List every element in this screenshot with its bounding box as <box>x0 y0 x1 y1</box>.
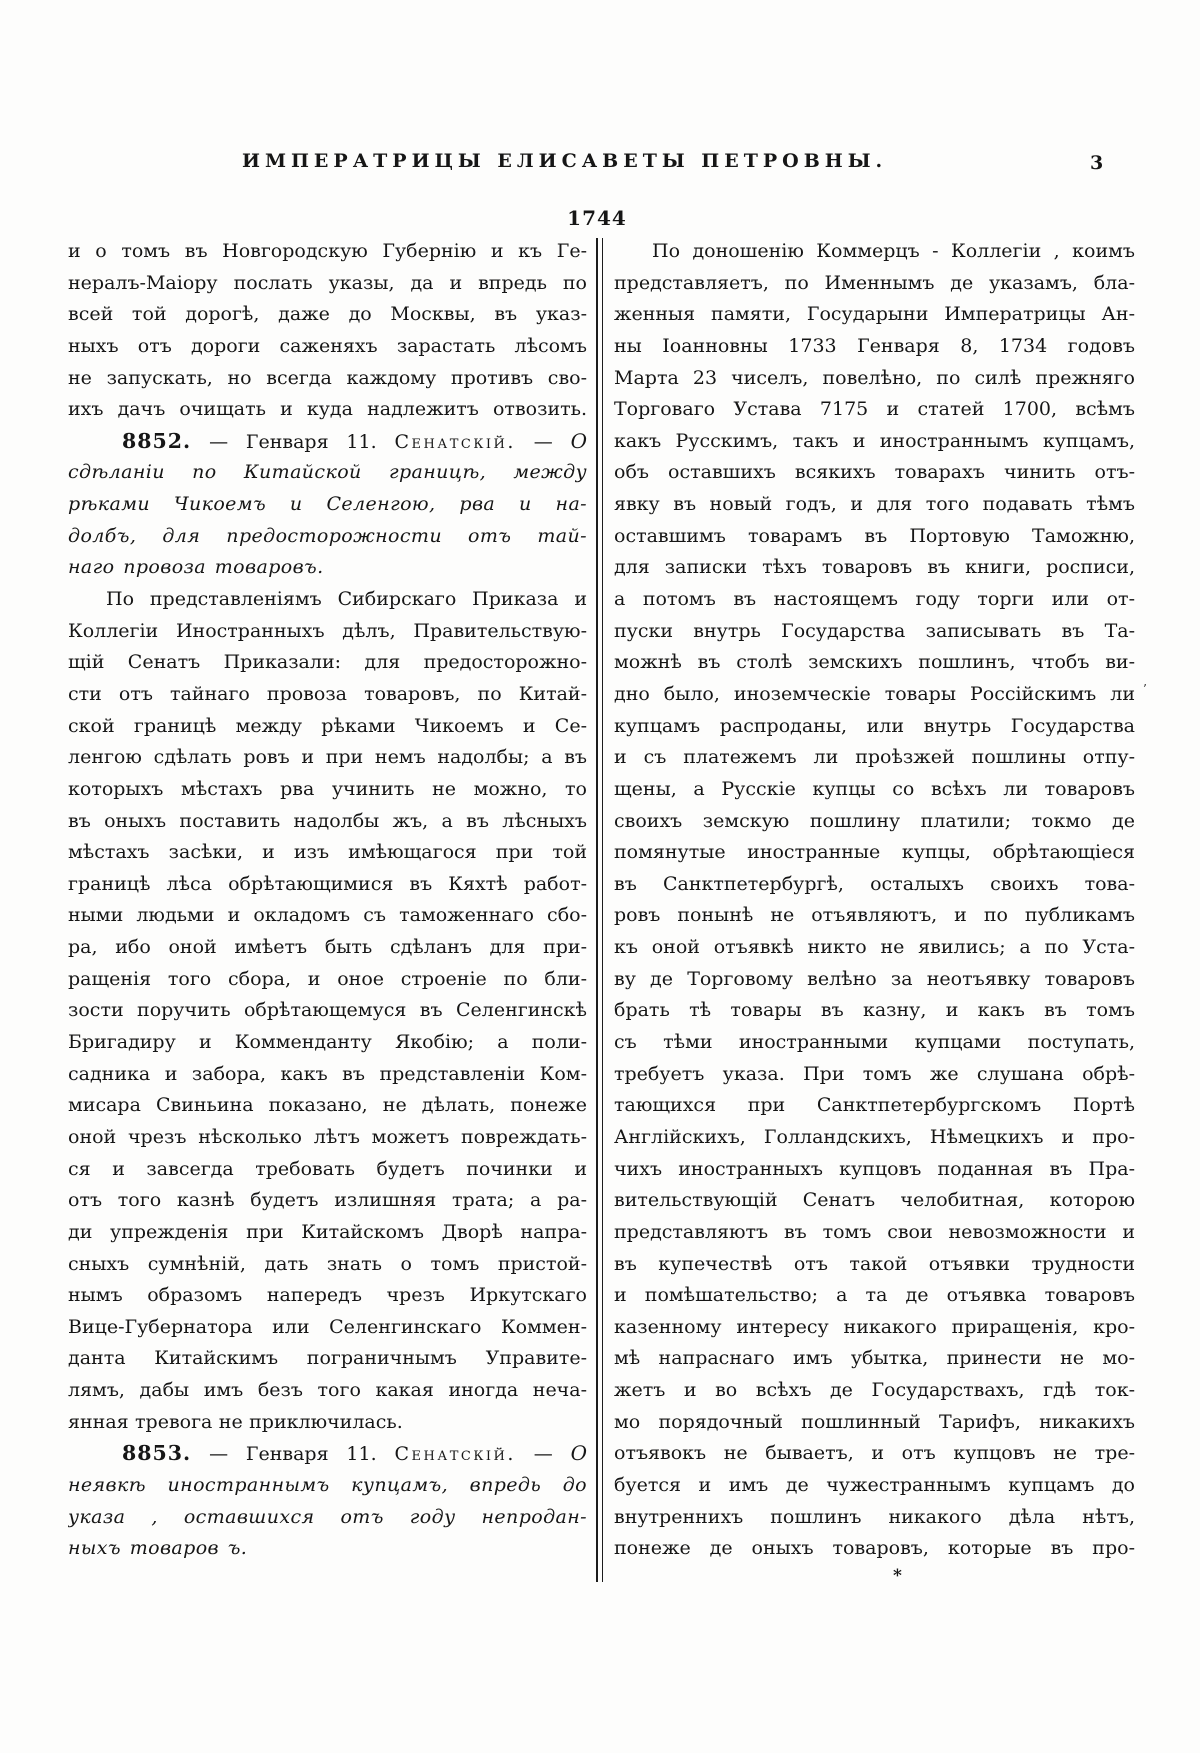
entry-heading-line <box>68 1438 587 1470</box>
text-line: Вице-Губернатора или Селенгинскаго Коммен- <box>68 1315 587 1338</box>
right-column <box>614 236 1135 1565</box>
text-line: своихъ земскую пошлину платили; токмо де <box>614 809 1135 832</box>
text-line: По доношенію Коммерцъ - Коллегіи , коимъ <box>652 240 1135 262</box>
text-line: казенному интересу никакого приращенія, кро- <box>614 1315 1135 1338</box>
text-line: внутреннихъ пошлинъ никакого дѣла нѣтъ, <box>614 1505 1135 1528</box>
text-line: оставшимъ товарамъ въ Портовую Таможню, <box>614 524 1135 547</box>
text-line: ными людьми и окладомъ съ таможеннаго сбо- <box>68 904 587 927</box>
text-line: ровъ понынѣ не отъявляютъ, и по публикамъ <box>614 904 1135 927</box>
entry-label: Сенатскій. <box>394 1443 516 1466</box>
text-line: данта Китайскимъ пограничнымъ Управите- <box>68 1347 587 1370</box>
entry-dash1: — <box>209 430 229 453</box>
text-line: ской границѣ между рѣками Чикоемъ и Се- <box>68 714 587 737</box>
margin-speck: ’ <box>1143 682 1147 696</box>
text-line: понеже де оныхъ товаровъ, которые въ про- <box>614 1537 1135 1560</box>
text-line: нымъ образомъ напередъ чрезъ Иркутскаго <box>68 1284 587 1307</box>
text-line: не запускать, но всегда каждому противъ сво- <box>68 366 587 389</box>
text-line: для записки тѣхъ товаровъ въ книги, росписи, <box>614 556 1135 579</box>
text-line: которыхъ мѣстахъ рва учинить не можно, то <box>68 777 587 800</box>
text-line: Торговаго Устава 7175 и статей 1700, всѣмъ <box>614 398 1135 421</box>
text-line: и о томъ въ Новгородскую Губернію и къ Ге- <box>68 240 587 262</box>
text-line: ныхъ отъ дороги саженяхъ зарастать лѣсомъ <box>68 334 587 357</box>
text-line: въ Санктпетербургѣ, осталыхъ своихъ това- <box>614 872 1135 895</box>
text-line: мѣстахъ засѣки, и изъ имѣющагося при той <box>68 841 587 864</box>
text-line: зости поручить обрѣтающемуся въ Селенгинскѣ <box>68 999 587 1022</box>
entry-tail: О <box>570 428 587 453</box>
text-line: женныя памяти, Государыни Императрицы Ан- <box>614 303 1135 326</box>
text-line: Англійскихъ, Голландскихъ, Нѣмецкихъ и про- <box>614 1125 1135 1148</box>
text-line: сныхъ сумнѣній, дать знать о томъ пристой- <box>68 1252 587 1275</box>
text-line: нералъ-Маіору послать указы, да и впредь по <box>68 271 587 294</box>
text-line: ихъ дачъ очищать и куда надлежитъ отвозить. <box>68 398 587 421</box>
text-line: янная тревога не приключилась. <box>68 1410 403 1433</box>
text-line: границѣ лѣса обрѣтающимися въ Кяхтѣ работ- <box>68 872 587 895</box>
entry-num: 8853. <box>122 1441 192 1466</box>
text-line: ращенія того сбора, и оное строеніе по бли- <box>68 967 587 990</box>
text-line: съ тѣми иностранными купцами поступать, <box>614 1031 1135 1054</box>
text-line: ленгою сдѣлать ровъ и при немъ надолбы; а въ <box>68 746 587 769</box>
text-line: въ оныхъ поставить надолбы жъ, а въ лѣсныхъ <box>68 809 587 832</box>
left-column <box>68 236 587 1565</box>
text-line: ди упрежденія при Китайскомъ Дворѣ напра- <box>68 1220 587 1243</box>
entry-date: Генваря 11. <box>245 430 377 453</box>
year-heading: 1744 <box>567 206 627 230</box>
text-line: къ оной отъявкѣ никто не явились; а по Уста- <box>614 936 1135 959</box>
text-line: По представленіямъ Сибирскаго Приказа и <box>106 588 587 611</box>
text-line: буется и имъ де чужестраннымъ купцамъ до <box>614 1473 1135 1496</box>
entry-dash1: — <box>209 1443 229 1466</box>
text-line: оной чрезъ нѣсколько лѣтъ можетъ повреждать- <box>68 1125 587 1148</box>
text-line: отъявокъ не бываетъ, и отъ купцовъ не тре- <box>614 1442 1135 1465</box>
text-line: а потомъ въ настоящемъ году торги или от- <box>614 588 1135 611</box>
text-line: ра, ибо оной имѣетъ быть сдѣланъ для при- <box>68 936 587 959</box>
entry-label: Сенатскій. <box>394 430 516 453</box>
text-line: всей той дорогѣ, даже до Москвы, въ указ- <box>68 303 587 326</box>
text-line: и съ платежемъ ли проѣзжей пошлины отпу- <box>614 746 1135 769</box>
text-line: рѣками Чикоемъ и Селенгою, рва и на- <box>68 493 587 516</box>
text-line: дно было, иноземческіе товары Россійскимъ ли <box>614 682 1135 705</box>
text-line: можнѣ въ столѣ земскихъ пошлинъ, чтобъ ви- <box>614 651 1135 674</box>
text-line: помянутые иностранные купцы, обрѣтающіеся <box>614 841 1135 864</box>
text-line: лямъ, дабы имъ безъ того какая иногда неча- <box>68 1379 587 1402</box>
text-line: щій Сенатъ Приказали: для предосторожно- <box>68 651 587 674</box>
text-line: брать тѣ товары въ казну, и какъ въ томъ <box>614 999 1135 1022</box>
entry-heading-line <box>68 426 587 458</box>
text-line: Марта 23 чиселъ, повелѣно, по силѣ прежняго <box>614 366 1135 389</box>
text-line: представляютъ въ томъ свои невозможности и <box>614 1220 1135 1243</box>
text-line: чихъ иностранныхъ купцовъ поданная въ Пра- <box>614 1157 1135 1180</box>
text-line: объ оставшихъ всякихъ товарахъ чинить отъ- <box>614 461 1135 484</box>
text-line: пуски внутрь Государства записывать въ Та- <box>614 619 1135 642</box>
text-line: отъ того казнѣ будетъ излишняя трата; а ра- <box>68 1189 587 1212</box>
text-line: долбъ, для предосторожности отъ тай- <box>68 524 587 547</box>
text-line: ныхъ товаров ъ. <box>68 1537 248 1560</box>
text-line: сдѣланіи по Китайской границѣ, между <box>68 461 587 484</box>
page-number: 3 <box>1090 152 1104 174</box>
text-line: указа , оставшихся отъ году непродан- <box>68 1505 587 1528</box>
text-line: сти отъ тайнаго провоза товаровъ, по Китай- <box>68 682 587 705</box>
entry-num: 8852. <box>122 428 192 453</box>
text-line: мѣ напраснаго имъ убытка, принести не мо- <box>614 1347 1135 1370</box>
entry-tail: О <box>570 1441 587 1466</box>
text-line: ву де Торговому велѣно за неотъявку товаровъ <box>614 967 1135 990</box>
text-line: ны Іоанновны 1733 Генваря 8, 1734 годовъ <box>614 334 1135 357</box>
text-line: жетъ и во всѣхъ де Государствахъ, гдѣ ток- <box>614 1379 1135 1402</box>
text-line: представляетъ, по Именнымъ де указамъ, бла- <box>614 271 1135 294</box>
text-line: требуетъ указа. При томъ же слушана обрѣ- <box>614 1062 1135 1085</box>
column-divider-rule <box>596 238 603 1582</box>
text-line: щены, а Русскіе купцы со всѣхъ ли товаровъ <box>614 777 1135 800</box>
text-line: въ купечествѣ отъ такой отъявки трудности <box>614 1252 1135 1275</box>
text-line: мо порядочный пошлинный Тарифъ, никакихъ <box>614 1410 1135 1433</box>
text-line: вительствующій Сенатъ челобитная, которою <box>614 1189 1135 1212</box>
text-line: наго провоза товаровъ. <box>68 556 324 579</box>
entry-dash2: — <box>533 1443 553 1466</box>
text-line: купцамъ распроданы, или внутрь Государства <box>614 714 1135 737</box>
signature-asterisk: * <box>893 1566 902 1586</box>
text-line: Бригадиру и Комменданту Якобію; а поли- <box>68 1031 587 1054</box>
text-line: и помѣшательство; а та де отъявка товаровъ <box>614 1284 1135 1307</box>
text-line: садника и забора, какъ въ представленіи Ком- <box>68 1062 587 1085</box>
entry-date: Генваря 11. <box>245 1443 377 1466</box>
text-line: явку въ новый годъ, и для того подавать тѣмъ <box>614 493 1135 516</box>
text-line: Коллегіи Иностранныхъ дѣлъ, Правительствую- <box>68 619 587 642</box>
text-line: мисара Свиньина показано, не дѣлать, понеже <box>68 1094 587 1117</box>
text-line: ся и завсегда требовать будетъ починки и <box>68 1157 587 1180</box>
text-line: какъ Русскимъ, такъ и иностраннымъ купцамъ, <box>614 429 1135 452</box>
text-line: неявкѣ иностраннымъ купцамъ, впредь до <box>68 1473 587 1496</box>
running-head: ИМПЕРАТРИЦЫ ЕЛИСАВЕТЫ ПЕТРОВНЫ. <box>242 150 888 172</box>
entry-dash2: — <box>533 430 553 453</box>
text-line: тающихся при Санктпетербургскомъ Портѣ <box>614 1094 1135 1117</box>
